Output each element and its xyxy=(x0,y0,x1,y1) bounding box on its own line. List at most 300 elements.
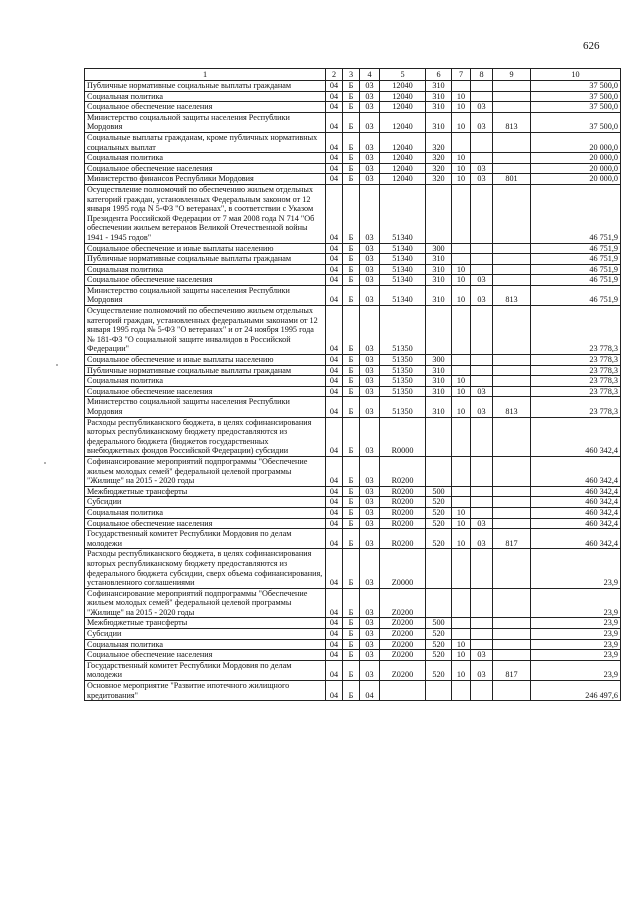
row-code-cell: 10 xyxy=(452,112,471,132)
row-code-cell: Z0000 xyxy=(380,549,426,588)
row-amount-cell: 46 751,9 xyxy=(531,254,621,265)
row-name-cell: Социальное обеспечение и иные выплаты населению xyxy=(85,355,326,366)
row-code-cell: Б xyxy=(343,275,360,286)
column-header: 6 xyxy=(426,69,452,81)
row-amount-cell: 23,9 xyxy=(531,650,621,661)
row-code-cell: 04 xyxy=(326,376,343,387)
row-code-cell: 03 xyxy=(360,660,380,680)
row-name-cell: Социальная политика xyxy=(85,264,326,275)
row-code-cell xyxy=(493,355,531,366)
row-code-cell xyxy=(452,132,471,152)
row-name-cell: Министерство социальной защиты населения Республики Мордовия xyxy=(85,397,326,417)
row-code-cell: 10 xyxy=(452,153,471,164)
row-code-cell: 04 xyxy=(326,275,343,286)
row-code-cell: 320 xyxy=(426,132,452,152)
page-number: 626 xyxy=(583,40,600,52)
row-code-cell: 03 xyxy=(360,629,380,640)
row-code-cell xyxy=(493,456,531,486)
row-code-cell xyxy=(493,497,531,508)
row-code-cell: 03 xyxy=(471,650,493,661)
table-row xyxy=(85,588,621,618)
row-code-cell: 03 xyxy=(360,163,380,174)
row-code-cell: R0000 xyxy=(380,417,426,456)
row-code-cell: Б xyxy=(343,112,360,132)
column-header: 1 xyxy=(85,69,326,81)
row-code-cell: 04 xyxy=(326,264,343,275)
row-name-cell: Расходы республиканского бюджета, в целях софинансирования которых республиканскому бюджету предоставляются из федерального бюджета субсидии, сверх объема софинансирования, установленного соглашениями xyxy=(85,549,326,588)
table-row xyxy=(85,243,621,254)
row-code-cell: 10 xyxy=(452,91,471,102)
row-code-cell xyxy=(452,456,471,486)
budget-table xyxy=(84,68,621,701)
row-code-cell: 03 xyxy=(360,153,380,164)
row-code-cell xyxy=(471,376,493,387)
row-code-cell xyxy=(471,365,493,376)
row-code-cell xyxy=(493,639,531,650)
row-code-cell: 310 xyxy=(426,91,452,102)
row-code-cell: Z0200 xyxy=(380,650,426,661)
row-code-cell xyxy=(452,184,471,243)
table-row xyxy=(85,102,621,113)
row-code-cell: 03 xyxy=(360,102,380,113)
column-header: 2 xyxy=(326,69,343,81)
row-code-cell: 520 xyxy=(426,660,452,680)
table-row xyxy=(85,365,621,376)
row-name-cell: Министерство социальной защиты населения Республики Мордовия xyxy=(85,112,326,132)
row-code-cell xyxy=(471,306,493,355)
row-code-cell: 10 xyxy=(452,639,471,650)
row-name-cell: Социальное обеспечение населения xyxy=(85,163,326,174)
table-row xyxy=(85,639,621,650)
row-code-cell: Б xyxy=(343,264,360,275)
row-code-cell: Б xyxy=(343,549,360,588)
row-code-cell: 04 xyxy=(326,660,343,680)
row-amount-cell: 46 751,9 xyxy=(531,184,621,243)
row-code-cell: 817 xyxy=(493,660,531,680)
row-code-cell xyxy=(493,81,531,92)
row-code-cell: 320 xyxy=(426,174,452,185)
row-code-cell xyxy=(493,549,531,588)
row-code-cell xyxy=(426,588,452,618)
table-row xyxy=(85,650,621,661)
row-code-cell: 04 xyxy=(326,254,343,265)
row-code-cell: 51350 xyxy=(380,376,426,387)
row-code-cell: Б xyxy=(343,174,360,185)
row-code-cell xyxy=(493,618,531,629)
row-name-cell: Софинансирование мероприятий подпрограммы "Обеспечение жильем молодых семей" федеральной целевой программы "Жилище" на 2015 - 2020 годы xyxy=(85,588,326,618)
row-code-cell: 12040 xyxy=(380,112,426,132)
row-code-cell: 310 xyxy=(426,397,452,417)
row-code-cell xyxy=(471,681,493,701)
row-code-cell: 12040 xyxy=(380,132,426,152)
table-row xyxy=(85,507,621,518)
row-amount-cell: 46 751,9 xyxy=(531,243,621,254)
row-code-cell: 10 xyxy=(452,660,471,680)
table-row xyxy=(85,184,621,243)
row-code-cell: Б xyxy=(343,285,360,305)
row-name-cell: Осуществление полномочий по обеспечению жильем отдельных категорий граждан, установленных Федеральным законом от 12 января 1995 года N 5-ФЗ "О ветеранах", в соответствии с Указом Президента Российской Федерации от 7 мая 2008 года N 714 "Об обеспечении жильем ветеранов Великой Отечественной войны 1941 - 1945 годов" xyxy=(85,184,326,243)
row-name-cell: Социальная политика xyxy=(85,91,326,102)
row-code-cell xyxy=(452,618,471,629)
row-name-cell: Министерство социальной защиты населения Республики Мордовия xyxy=(85,285,326,305)
table-row xyxy=(85,264,621,275)
row-code-cell: Б xyxy=(343,153,360,164)
row-code-cell: 310 xyxy=(426,285,452,305)
row-code-cell: 03 xyxy=(360,639,380,650)
row-name-cell: Социальное обеспечение населения xyxy=(85,650,326,661)
row-code-cell xyxy=(471,132,493,152)
row-code-cell: 04 xyxy=(326,497,343,508)
row-code-cell: 04 xyxy=(326,486,343,497)
table-row xyxy=(85,355,621,366)
row-code-cell: Б xyxy=(343,254,360,265)
row-code-cell xyxy=(493,507,531,518)
row-code-cell xyxy=(452,486,471,497)
row-code-cell xyxy=(471,549,493,588)
row-name-cell: Министерство финансов Республики Мордовия xyxy=(85,174,326,185)
row-code-cell: 04 xyxy=(326,639,343,650)
row-name-cell: Межбюджетные трансферты xyxy=(85,486,326,497)
row-code-cell xyxy=(493,132,531,152)
row-code-cell: Б xyxy=(343,243,360,254)
row-code-cell xyxy=(493,102,531,113)
row-code-cell: 51340 xyxy=(380,264,426,275)
row-code-cell: 813 xyxy=(493,397,531,417)
row-code-cell: 04 xyxy=(326,397,343,417)
row-code-cell: 10 xyxy=(452,163,471,174)
row-code-cell: 03 xyxy=(360,417,380,456)
row-code-cell: 801 xyxy=(493,174,531,185)
row-code-cell xyxy=(426,549,452,588)
row-code-cell: 310 xyxy=(426,254,452,265)
row-code-cell: Б xyxy=(343,306,360,355)
table-row xyxy=(85,174,621,185)
row-code-cell xyxy=(471,507,493,518)
table-row xyxy=(85,397,621,417)
row-code-cell: 10 xyxy=(452,376,471,387)
table-row xyxy=(85,285,621,305)
table-row xyxy=(85,132,621,152)
row-amount-cell: 246 497,6 xyxy=(531,681,621,701)
row-code-cell xyxy=(471,486,493,497)
table-row xyxy=(85,518,621,529)
row-code-cell: Б xyxy=(343,629,360,640)
row-code-cell: 813 xyxy=(493,285,531,305)
row-amount-cell: 460 342,4 xyxy=(531,456,621,486)
row-code-cell: 520 xyxy=(426,497,452,508)
table-row xyxy=(85,386,621,397)
row-code-cell: Б xyxy=(343,81,360,92)
row-code-cell: 04 xyxy=(326,650,343,661)
row-amount-cell: 20 000,0 xyxy=(531,132,621,152)
row-code-cell xyxy=(493,650,531,661)
row-code-cell: 10 xyxy=(452,529,471,549)
row-code-cell: 10 xyxy=(452,264,471,275)
row-code-cell xyxy=(452,365,471,376)
row-code-cell: 51340 xyxy=(380,243,426,254)
row-code-cell xyxy=(493,153,531,164)
row-code-cell xyxy=(493,163,531,174)
row-code-cell: 03 xyxy=(471,386,493,397)
row-code-cell xyxy=(471,497,493,508)
row-name-cell: Социальная политика xyxy=(85,507,326,518)
row-amount-cell: 37 500,0 xyxy=(531,81,621,92)
row-code-cell: 10 xyxy=(452,650,471,661)
row-code-cell: 320 xyxy=(426,153,452,164)
row-code-cell: 10 xyxy=(452,285,471,305)
row-code-cell: 03 xyxy=(360,174,380,185)
table-row xyxy=(85,549,621,588)
row-code-cell: 520 xyxy=(426,518,452,529)
row-code-cell: 04 xyxy=(326,285,343,305)
row-code-cell: 520 xyxy=(426,650,452,661)
row-name-cell: Межбюджетные трансферты xyxy=(85,618,326,629)
row-code-cell xyxy=(452,355,471,366)
row-amount-cell: 460 342,4 xyxy=(531,417,621,456)
row-amount-cell: 37 500,0 xyxy=(531,91,621,102)
scan-mark xyxy=(56,364,58,366)
row-amount-cell: 23 778,3 xyxy=(531,355,621,366)
row-code-cell xyxy=(426,306,452,355)
row-amount-cell: 46 751,9 xyxy=(531,285,621,305)
table-row xyxy=(85,456,621,486)
row-code-cell: Б xyxy=(343,660,360,680)
row-code-cell: 03 xyxy=(360,397,380,417)
row-amount-cell: 20 000,0 xyxy=(531,174,621,185)
row-code-cell: 04 xyxy=(326,102,343,113)
row-code-cell: 10 xyxy=(452,397,471,417)
row-code-cell: 03 xyxy=(360,355,380,366)
row-amount-cell: 23,9 xyxy=(531,618,621,629)
row-code-cell: Б xyxy=(343,681,360,701)
row-code-cell xyxy=(452,254,471,265)
row-code-cell xyxy=(452,681,471,701)
row-amount-cell: 460 342,4 xyxy=(531,486,621,497)
row-code-cell xyxy=(426,456,452,486)
row-code-cell xyxy=(493,275,531,286)
row-code-cell: 10 xyxy=(452,102,471,113)
row-code-cell: Z0200 xyxy=(380,588,426,618)
column-header: 3 xyxy=(343,69,360,81)
row-code-cell: 04 xyxy=(326,681,343,701)
row-code-cell xyxy=(493,254,531,265)
row-name-cell: Социальная политика xyxy=(85,376,326,387)
row-code-cell xyxy=(471,184,493,243)
row-code-cell: 04 xyxy=(326,618,343,629)
row-code-cell: 03 xyxy=(360,243,380,254)
row-amount-cell: 23,9 xyxy=(531,660,621,680)
row-code-cell: R0200 xyxy=(380,507,426,518)
row-code-cell: 12040 xyxy=(380,91,426,102)
row-code-cell: 03 xyxy=(360,518,380,529)
row-code-cell: R0200 xyxy=(380,456,426,486)
row-code-cell xyxy=(452,81,471,92)
row-code-cell: 03 xyxy=(360,376,380,387)
row-amount-cell: 46 751,9 xyxy=(531,275,621,286)
row-code-cell: 03 xyxy=(471,529,493,549)
table-row xyxy=(85,275,621,286)
row-name-cell: Социальная политика xyxy=(85,153,326,164)
row-amount-cell: 20 000,0 xyxy=(531,153,621,164)
row-code-cell xyxy=(452,306,471,355)
row-amount-cell: 23,9 xyxy=(531,639,621,650)
row-code-cell: 04 xyxy=(326,507,343,518)
row-code-cell: 500 xyxy=(426,486,452,497)
column-header: 5 xyxy=(380,69,426,81)
row-name-cell: Софинансирование мероприятий подпрограммы "Обеспечение жильем молодых семей" федеральной целевой программы "Жилище" на 2015 - 2020 годы xyxy=(85,456,326,486)
row-code-cell: 310 xyxy=(426,264,452,275)
row-code-cell: 51340 xyxy=(380,285,426,305)
row-code-cell: Б xyxy=(343,618,360,629)
row-code-cell: 10 xyxy=(452,507,471,518)
row-code-cell xyxy=(471,355,493,366)
row-code-cell xyxy=(493,588,531,618)
row-code-cell: 03 xyxy=(471,163,493,174)
row-code-cell: Б xyxy=(343,639,360,650)
row-code-cell: 03 xyxy=(471,660,493,680)
row-code-cell: 03 xyxy=(360,650,380,661)
row-code-cell: 03 xyxy=(360,529,380,549)
row-code-cell: Б xyxy=(343,529,360,549)
row-code-cell: 03 xyxy=(471,112,493,132)
row-code-cell: 520 xyxy=(426,529,452,549)
row-code-cell: 12040 xyxy=(380,174,426,185)
row-code-cell xyxy=(493,629,531,640)
row-code-cell: 03 xyxy=(360,91,380,102)
row-name-cell: Субсидии xyxy=(85,629,326,640)
row-name-cell: Публичные нормативные социальные выплаты гражданам xyxy=(85,81,326,92)
row-code-cell: 04 xyxy=(326,365,343,376)
row-code-cell: 03 xyxy=(360,81,380,92)
row-code-cell: 51350 xyxy=(380,306,426,355)
row-code-cell: 310 xyxy=(426,112,452,132)
row-name-cell: Социальное обеспечение и иные выплаты населению xyxy=(85,243,326,254)
column-header: 4 xyxy=(360,69,380,81)
row-code-cell: 04 xyxy=(326,163,343,174)
row-code-cell: 300 xyxy=(426,243,452,254)
table-row xyxy=(85,417,621,456)
row-code-cell: 04 xyxy=(326,549,343,588)
table-row xyxy=(85,153,621,164)
table-row xyxy=(85,112,621,132)
row-code-cell: 51350 xyxy=(380,397,426,417)
row-amount-cell: 23 778,3 xyxy=(531,397,621,417)
row-name-cell: Социальное обеспечение населения xyxy=(85,102,326,113)
row-code-cell: Z0200 xyxy=(380,618,426,629)
row-code-cell: 03 xyxy=(471,102,493,113)
row-code-cell xyxy=(493,184,531,243)
row-code-cell xyxy=(471,254,493,265)
row-code-cell xyxy=(493,264,531,275)
row-code-cell: Б xyxy=(343,518,360,529)
row-code-cell: 12040 xyxy=(380,153,426,164)
row-code-cell: 51340 xyxy=(380,184,426,243)
row-code-cell: Z0200 xyxy=(380,629,426,640)
row-code-cell: R0200 xyxy=(380,486,426,497)
row-code-cell: 04 xyxy=(326,417,343,456)
row-code-cell: Б xyxy=(343,507,360,518)
row-amount-cell: 23,9 xyxy=(531,629,621,640)
row-amount-cell: 460 342,4 xyxy=(531,497,621,508)
row-code-cell: 04 xyxy=(326,243,343,254)
row-code-cell: 03 xyxy=(360,184,380,243)
row-code-cell: 03 xyxy=(471,174,493,185)
row-code-cell: Б xyxy=(343,132,360,152)
row-code-cell xyxy=(452,549,471,588)
row-code-cell: 03 xyxy=(360,264,380,275)
table-row xyxy=(85,163,621,174)
row-name-cell: Государственный комитет Республики Мордовия по делам молодежи xyxy=(85,529,326,549)
row-code-cell: 03 xyxy=(360,618,380,629)
row-code-cell xyxy=(452,629,471,640)
row-code-cell: 04 xyxy=(326,456,343,486)
row-code-cell: 03 xyxy=(471,518,493,529)
row-amount-cell: 23 778,3 xyxy=(531,376,621,387)
row-amount-cell: 23,9 xyxy=(531,588,621,618)
column-header: 8 xyxy=(471,69,493,81)
row-code-cell xyxy=(493,386,531,397)
row-code-cell xyxy=(493,365,531,376)
row-code-cell xyxy=(380,681,426,701)
row-code-cell: 04 xyxy=(326,306,343,355)
row-code-cell: Z0200 xyxy=(380,639,426,650)
row-amount-cell: 37 500,0 xyxy=(531,112,621,132)
row-name-cell: Основное мероприятие "Развитие ипотечного жилищного кредитования" xyxy=(85,681,326,701)
row-code-cell: Б xyxy=(343,163,360,174)
row-code-cell xyxy=(452,497,471,508)
row-code-cell: 310 xyxy=(426,102,452,113)
row-name-cell: Социальное обеспечение населения xyxy=(85,275,326,286)
row-code-cell: 04 xyxy=(326,132,343,152)
row-code-cell: 03 xyxy=(360,365,380,376)
row-code-cell xyxy=(426,681,452,701)
row-code-cell: 12040 xyxy=(380,81,426,92)
row-code-cell: 320 xyxy=(426,163,452,174)
row-code-cell: 51350 xyxy=(380,355,426,366)
row-code-cell: 520 xyxy=(426,629,452,640)
row-code-cell xyxy=(493,417,531,456)
row-name-cell: Расходы республиканского бюджета, в целях софинансирования которых республиканскому бюджету предоставляются из федерального бюджета (бюджетов государственных внебюджетных фондов Российской Федерации) субсидии xyxy=(85,417,326,456)
row-code-cell: Б xyxy=(343,497,360,508)
row-code-cell: 51340 xyxy=(380,254,426,265)
row-code-cell: 10 xyxy=(452,518,471,529)
row-name-cell: Субсидии xyxy=(85,497,326,508)
table-row xyxy=(85,629,621,640)
row-code-cell xyxy=(471,264,493,275)
row-code-cell: 310 xyxy=(426,386,452,397)
row-name-cell: Публичные нормативные социальные выплаты гражданам xyxy=(85,365,326,376)
row-code-cell: Б xyxy=(343,650,360,661)
row-code-cell: 310 xyxy=(426,81,452,92)
row-code-cell: 51350 xyxy=(380,365,426,376)
row-code-cell: 300 xyxy=(426,355,452,366)
table-row xyxy=(85,81,621,92)
row-code-cell: 04 xyxy=(326,588,343,618)
row-code-cell: 03 xyxy=(360,507,380,518)
row-code-cell xyxy=(471,243,493,254)
row-code-cell: 03 xyxy=(471,397,493,417)
row-code-cell: 10 xyxy=(452,386,471,397)
row-code-cell: 03 xyxy=(360,497,380,508)
row-amount-cell: 23,9 xyxy=(531,549,621,588)
row-code-cell: Б xyxy=(343,91,360,102)
row-code-cell xyxy=(471,629,493,640)
row-code-cell: 03 xyxy=(360,112,380,132)
row-amount-cell: 460 342,4 xyxy=(531,507,621,518)
row-name-cell: Социальное обеспечение населения xyxy=(85,518,326,529)
row-code-cell: 51340 xyxy=(380,275,426,286)
row-code-cell: 04 xyxy=(326,112,343,132)
